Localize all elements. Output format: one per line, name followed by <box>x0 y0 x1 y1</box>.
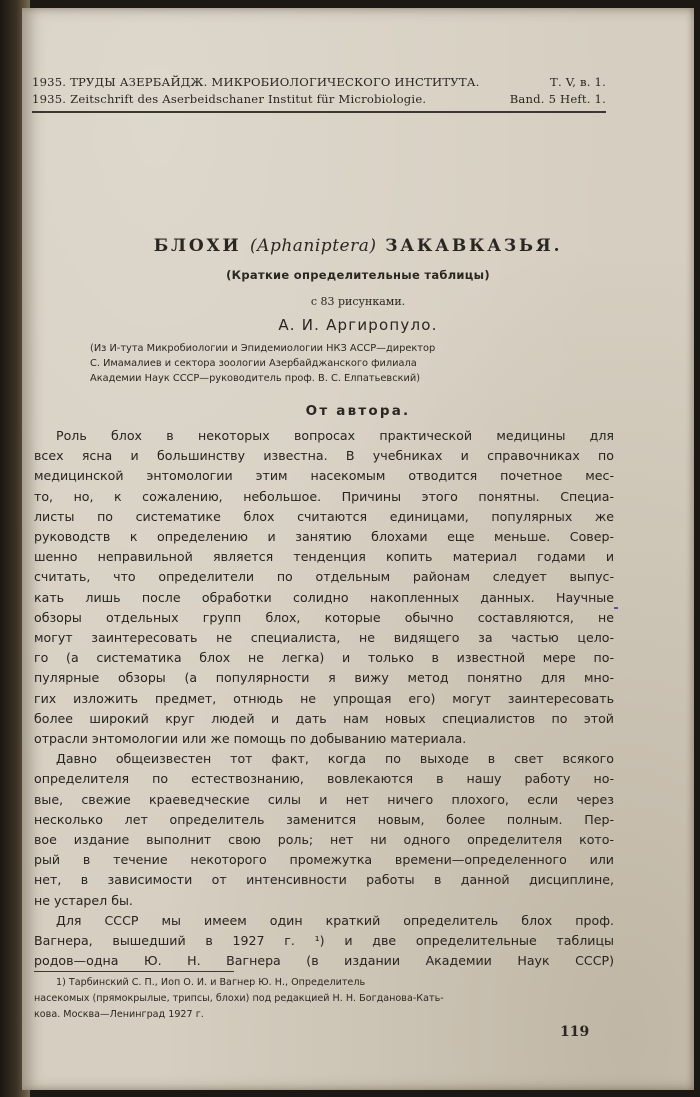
ink-mark <box>614 607 618 609</box>
body-line: Для СССР мы имеем один краткий определитель блох проф. <box>56 912 614 928</box>
document-page <box>22 8 694 1090</box>
body-line: могут заинтересовать не специалиста, не видящего за частью цело- <box>34 630 614 646</box>
body-line: вое издание выполнит свою роль; нет ни одного определителя кото- <box>34 832 614 848</box>
journal-header <box>32 74 606 113</box>
header-journal-ru: 1935. ТРУДЫ АЗЕРБАЙДЖ. МИКРОБИОЛОГИЧЕСКОГО ИНСТИТУТА. <box>32 75 480 89</box>
affiliation-line: Академии Наук СССР—руководитель проф. В. С. Елпатьевский) <box>90 373 421 384</box>
body-line: листы по систематике блох считаются единицами, популярных же <box>34 508 614 524</box>
body-line: более широкий круг людей и дать нам новых специалистов по этой <box>34 710 614 726</box>
body-line: отрасли энтомологии или же помощь по добыванию материала. <box>34 731 467 747</box>
body-line: определителя по естествознанию, вовлекаются в нашу работу но- <box>34 771 614 787</box>
header-volume-de: Band. 5 Heft. 1. <box>509 92 606 106</box>
figures-note: с 83 рисунками. <box>310 295 406 308</box>
page-number: 119 <box>560 1024 590 1040</box>
article-subtitle: (Краткие определительные таблицы) <box>226 268 490 282</box>
body-text <box>34 426 614 971</box>
header-line-german <box>32 91 606 108</box>
title-latin: (Aphaniptera) <box>250 236 377 256</box>
title-suffix: ЗАКАВКАЗЬЯ. <box>385 236 563 256</box>
body-line: считать, что определители по отдельным районам следует выпус- <box>34 569 614 585</box>
body-line: Роль блох в некоторых вопросах практической медицины для <box>56 428 614 443</box>
body-line: Давно общеизвестен тот факт, когда по выходе в свет всякого <box>56 751 614 767</box>
header-line-russian <box>32 74 606 91</box>
body-line: то, но, к сожалению, небольшое. Причины этого понятны. Специа- <box>34 488 614 504</box>
body-line: родов—одна Ю. Н. Вагнера (в издании Академии Наук СССР) <box>34 953 614 969</box>
author-affiliation <box>90 341 560 386</box>
section-heading: От автора. <box>305 403 411 419</box>
body-line: нет, в зависимости от интенсивности работы в данной дисциплине, <box>34 872 614 888</box>
body-line: несколько лет определитель заменится новым, более полным. Пер- <box>34 811 614 827</box>
body-line: руководств к определению и занятию блохами еще меньше. Совер- <box>34 529 614 545</box>
body-line: всех ясна и большинству известна. В учебниках и справочниках по <box>34 448 614 464</box>
body-line: Вагнера, вышедший в 1927 г. ¹) и две определительные таблицы <box>34 933 614 949</box>
footnote-line: 1) Тарбинский С. П., Иоп О. И. и Вагнер Ю. Н., Определитель <box>56 977 366 988</box>
body-line: пулярные обзоры (а популярности я вижу метод понятно для мно- <box>34 670 614 686</box>
footnote-line: насекомых (прямокрылые, трипсы, блохи) под редакцией Н. Н. Богданова-Кать- <box>34 993 444 1004</box>
body-line: кать лишь после обработки солидно накопленных данных. Научные <box>34 589 614 605</box>
author-name: А. И. Аргиропуло. <box>278 316 438 334</box>
body-line: вые, свежие краеведческие силы и нет ничего плохого, если через <box>34 791 614 807</box>
body-line: го (а систематика блох не легка) и только в известной мере по- <box>34 650 614 666</box>
affiliation-line: С. Имамалиев и сектора зоологии Азербайджанского филиала <box>90 358 417 369</box>
header-volume-ru: Т. V, в. 1. <box>550 75 606 89</box>
footnote-line: кова. Москва—Ленинград 1927 г. <box>34 1009 204 1020</box>
footnote <box>34 975 614 1023</box>
affiliation-line: (Из И-тута Микробиологии и Эпидемиологии НКЗ АССР—директор <box>90 343 436 354</box>
body-line: гих изложить предмет, отнюдь не упрощая его) могут заинтересовать <box>34 690 614 706</box>
body-line: не устарел бы. <box>34 892 133 908</box>
header-journal-de: 1935. Zeitschrift des Aserbeidschaner Institut für Microbiologie. <box>32 92 427 106</box>
body-line: медицинской энтомологии этим насекомым отводится почетное мес- <box>34 468 614 484</box>
title-prefix: БЛОХИ <box>153 236 242 256</box>
footnote-divider <box>34 971 234 972</box>
article-title <box>22 236 694 256</box>
body-line: шенно неправильной является тенденция копить материал годами и <box>34 549 614 565</box>
body-line: рый в течение некоторого промежутка времени—определенного или <box>34 852 614 868</box>
body-line: обзоры отдельных групп блох, которые обычно составляются, не <box>34 609 614 625</box>
